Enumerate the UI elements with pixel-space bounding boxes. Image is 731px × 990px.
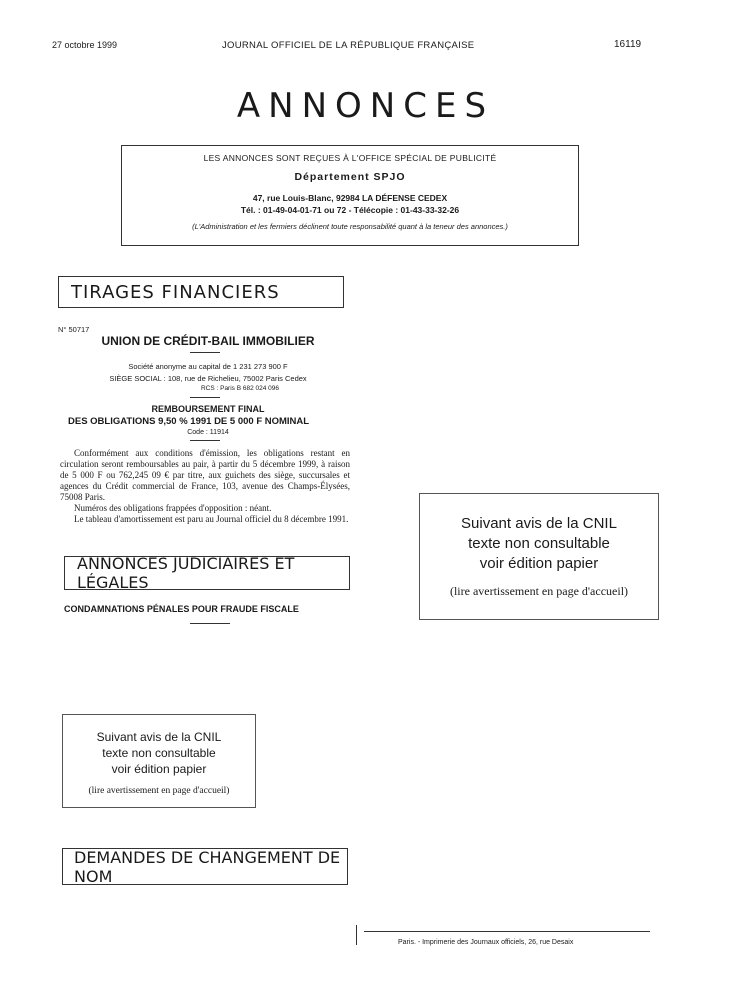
spjo-notice-box [121, 145, 579, 246]
cnil-left-line2: texte non consultable [102, 746, 216, 760]
cnil-right-note: (lire avertissement en page d'accueil) [449, 584, 629, 598]
company-capital: Société anonyme au capital de 1 231 273 900 F [128, 362, 288, 371]
remboursement-code: Code : 11914 [187, 429, 229, 436]
paragraph-oppositions: Numéros des obligations frappées d'opposition : néant. [74, 503, 272, 513]
footer-divider-vertical [356, 925, 357, 945]
cnil-right-line2: texte non consultable [468, 535, 610, 552]
divider [190, 397, 220, 398]
cnil-right-line3: voir édition papier [479, 555, 599, 572]
section-heading-changement [62, 848, 348, 885]
section-heading-changement-label: DEMANDES DE CHANGEMENT DE NOM [74, 847, 341, 886]
header-date: 27 octobre 1999 [52, 40, 118, 50]
company-rcs: RCS : Paris B 682 024 096 [200, 385, 280, 392]
announcement-number: N° 50717 [58, 325, 90, 334]
header-journal: JOURNAL OFFICIEL DE LA RÉPUBLIQUE FRANÇAISE [222, 40, 475, 51]
header-page-number: 16119 [614, 39, 642, 50]
section-heading-tirages-label: TIRAGES FINANCIERS [71, 281, 280, 303]
cnil-right-line1: Suivant avis de la CNIL [461, 515, 617, 532]
subheading-condamnations: CONDAMNATIONS PÉNALES POUR FRAUDE FISCALE [64, 604, 299, 614]
paragraph-amortissement: Le tableau d'amortissement est paru au Journal officiel du 8 décembre 1991. [74, 514, 349, 524]
company-siege: SIÈGE SOCIAL : 108, rue de Richelieu, 75002 Paris Cedex [109, 374, 307, 383]
spjo-phone: Tél. : 01-49-04-01-71 ou 72 - Télécopie : 01-43-33-32-26 [240, 205, 460, 215]
remboursement-subtitle: DES OBLIGATIONS 9,50 % 1991 DE 5 000 F NOMINAL [68, 416, 310, 427]
page-title: ANNONCES [236, 86, 495, 126]
spjo-intro: LES ANNONCES SONT REÇUES À L'OFFICE SPÉCIAL DE PUBLICITÉ [203, 153, 497, 163]
paragraph-conditions: Conformément aux conditions d'émission, les obligations restant en circulation seront remboursables au pair, à partir du 5 décembre 1999, à raison de 5 000 F ou 762,245 09 € par titre, aux guichets des siège, succursales et agences du Crédit commercial de France, 103, avenue des Champs-Élysées, 75008 Paris. [60, 448, 350, 502]
remboursement-title: REMBOURSEMENT FINAL [151, 404, 265, 414]
spjo-department: Département SPJO [294, 171, 406, 183]
spjo-address: 47, rue Louis-Blanc, 92984 LA DÉFENSE CEDEX [252, 193, 448, 203]
company-name: UNION DE CRÉDIT-BAIL IMMOBILIER [101, 334, 315, 348]
cnil-left-line3: voir édition papier [111, 762, 207, 776]
spjo-disclaimer: (L'Administration et les fermiers déclinent toute responsabilité quant à la teneur des annonces.) [192, 222, 508, 231]
footer-imprint: Paris. - Imprimerie des Journaux officiels, 26, rue Desaix [398, 939, 574, 946]
cnil-left-note: (lire avertissement en page d'accueil) [88, 786, 230, 796]
cnil-notice-right [419, 493, 659, 620]
divider [190, 623, 230, 624]
section-heading-tirages [58, 276, 344, 308]
divider [190, 352, 220, 353]
footer-rule [364, 931, 650, 932]
section-heading-judiciaires-label: ANNONCES JUDICIAIRES ET LÉGALES [77, 554, 295, 592]
section-heading-judiciaires [64, 556, 350, 590]
cnil-left-line1: Suivant avis de la CNIL [96, 730, 222, 744]
divider [190, 440, 220, 441]
cnil-notice-left [62, 714, 256, 808]
